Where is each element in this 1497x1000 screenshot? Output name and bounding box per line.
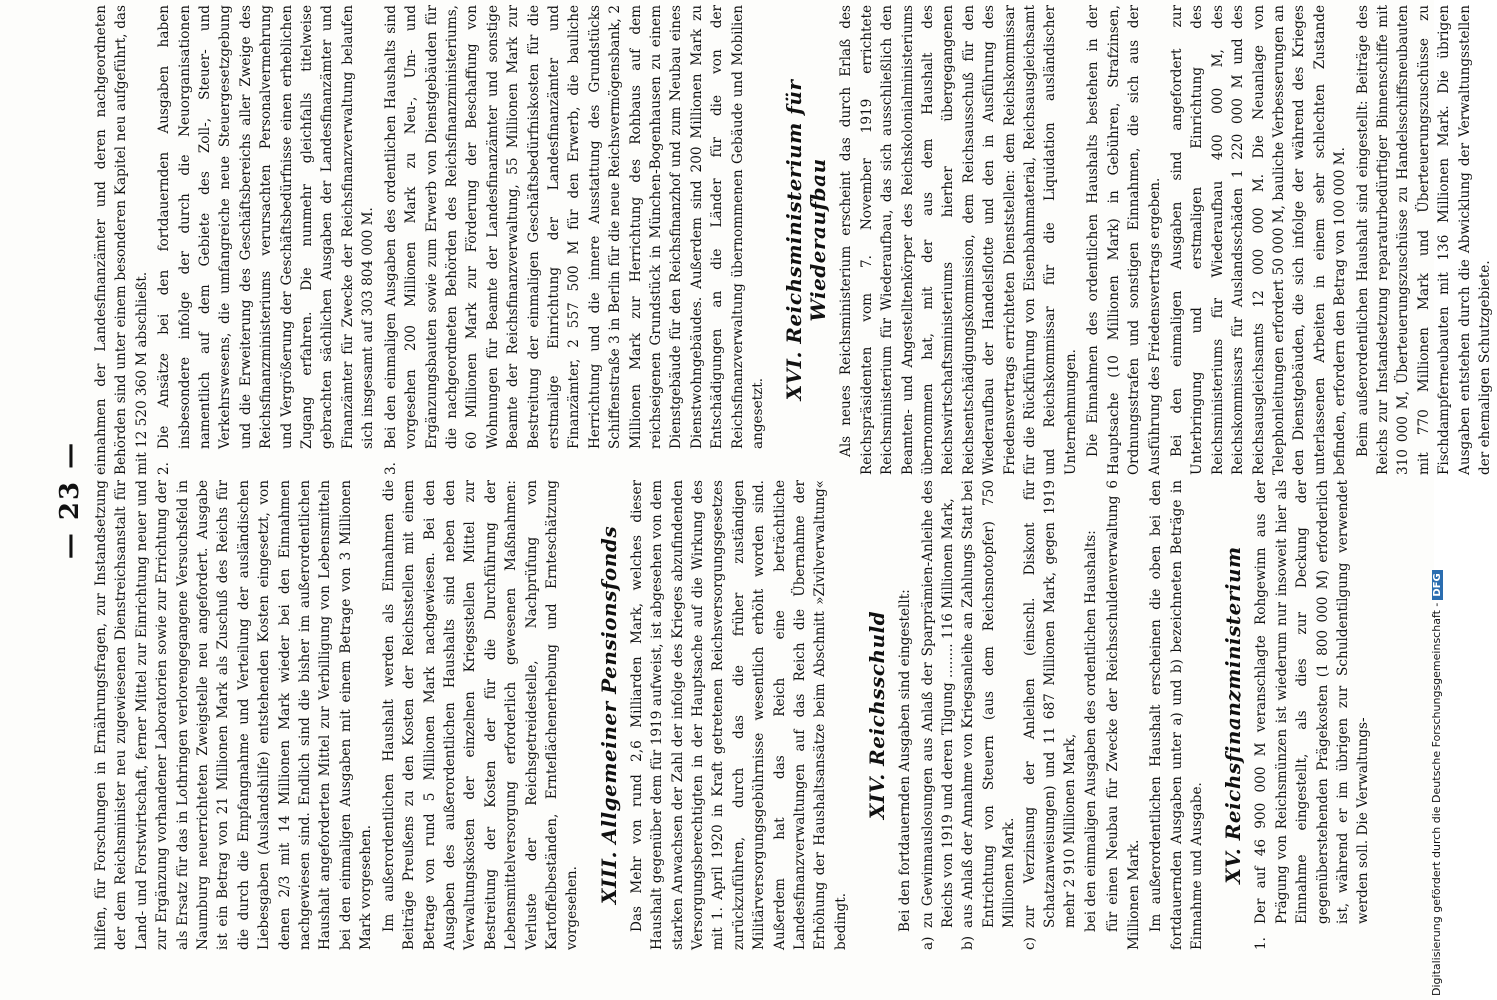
paragraph: Die Einnahmen des ordentlichen Haushalts bestehen in der Hauptsache (10 Millionen Mark) in Gebühren, Strafzinsen, Ordnungsstrafen und sonstigen Einnahmen, die sich aus der Ausführung des Friedensvertrags ergeben. — [1085, 5, 1163, 475]
digitization-credit — [1416, 6, 1443, 996]
list-item — [1020, 480, 1081, 950]
item-number: 3. — [382, 462, 399, 475]
item-number: 1. — [1253, 937, 1270, 950]
credit-text: Digitalisierung gefördert durch die Deutsche Forschungsgemeinschaft - — [1430, 602, 1443, 996]
list-item — [958, 480, 1019, 950]
list-text: aus Anlaß der Annahme von Kriegsanleihe an Zahlungs Statt bei Entrichtung von Steuern (aus dem Reichsnotopfer) 750 Millionen Mark. — [960, 480, 1018, 928]
section-heading-xv: XV. Reichsfinanzministerium — [1221, 546, 1246, 884]
list-marker: a) — [919, 936, 936, 950]
section-heading-xvi: XVI. Reichsministerium für Wiederaufbau — [782, 79, 831, 401]
list-text: zu Gewinnauslosungen aus Anlaß der Sparprämien-Anleihe des Reichs von 1919 und deren Tilgung ........ 116 Millionen Mark, — [919, 480, 957, 928]
paragraph: Beim außerordentlichen Haushalt sind eingestellt: Beiträge des Reichs zur Instandsetzung reparaturbedürftiger Binnenschiffe mit 310 000 M, Überteuerungszuschüsse zu Handelsschiffsneubauten mit 770 Millionen Mark und Überteuerungszuschüsse zu Fischdampferneubauten mit 136 Millionen Mark. Die übrigen Ausgaben entstehen durch die Abwicklung der Verwaltungsstellen der ehemaligen Schutzgebiete. — [1354, 5, 1493, 475]
paragraph: Im außerordentlichen Haushalt werden als Einnahmen die Beiträge Preußens zu den Kosten der Reichsstellen mit einem Betrage von rund 5 Millionen Mark nachgewiesen. Bei den Ausgaben des außerordentlichen Haushalts sind neben den Verwaltungskosten der einzelnen Kriegsstellen Mittel zur Bestreitung der Kosten der für die Durchführung der Lebensmittelversorgung erforderlich gewesenen Maßnahmen: Verluste der Reichsgetreidestelle, Nachprüfung von Kartoffelbeständen, Ernteflächenerhebung und Ernteschätzung vorgesehen. — [380, 480, 581, 950]
item-text: Bei den einmaligen Ausgaben des ordentlichen Haushalts sind vorgesehen 200 Millionen Mark zu Neu-, Um- und Ergänzungsbauten sowie zum Erwerb von Dienstgebäuden für die nachgeordneten Behörden des Reichsfinanzministeriums, 60 Millionen Mark zur Förderung der Beschaffung von Wohnungen für Beamte der Landesfinanzämter und sonstige Beamte der Reichsfinanzverwaltung, 55 Millionen Mark zur Bestreitung der einmaligen Geschäftsbedürfniskosten für die erstmalige Einrichtung der Landesfinanzämter und Finanzämter, 2 557 500 M für den Erwerb, die bauliche Herrichtung und die innere Ausstattung des Grundstücks Schiffenstraße 3 in Berlin für die neue Reichsvermögensbank, 2 Millionen Mark zur Herrichtung des Rohbaus auf dem reichseigenen Grundstück in München-Bogenhausen zu einem Dienstgebäude für den Reichsfinanzhof und zum Neubau eines Dienstwohngebäudes. Außerdem sind 200 Millionen Mark zu Entschädigungen an die Länder für die von der Reichsfinanzverwaltung übernommenen Gebäude und Mobilien angesetzt. — [382, 5, 766, 449]
paragraph: Das Mehr von rund 2,6 Milliarden Mark, welches dieser Haushalt gegenüber dem für 1919 aufweist, ist abgesehen von dem starken Anwachsen der Zahl der infolge des Krieges abzufindenden Versorgungsberechtigten in der Hauptsache auf die Wirkung des mit 1. April 1920 in Kraft getretenen Reichsversorgungsgesetzes zurückzuführen, durch das die früher zuständigen Militärversorgungsgebührnisse wesentlich erhöht worden sind. Außerdem hat das Reich eine beträchtliche Landesfinanzverwaltungen auf das Reich die Übernahme der Erhöhung der Haushaltsansätze beim Abschnitt »Zivilverwaltung« bedingt. — [628, 480, 849, 950]
list-text: zur Verzinsung der Anleihen (einschl. Diskont für Schatzanweisungen) und 11 687 Millionen Mark, gegen 1919 mehr 2 910 Millionen Mark, — [1021, 480, 1079, 928]
paragraph: für einen Neubau für Zwecke der Reichsschuldenverwaltung 6 Millionen Mark. — [1105, 480, 1142, 950]
paragraph: bei den einmaligen Ausgaben des ordentlichen Haushalts: — [1082, 530, 1099, 932]
numbered-item — [381, 5, 769, 475]
dfg-logo: DFG — [1432, 570, 1443, 599]
list-marker: b) — [960, 935, 977, 950]
paragraph: Im außerordentlichen Haushalt erscheinen die oben bei den fortdauernden Ausgaben unter a) und b) bezeichneten Beträge in Einnahme und Ausgabe. — [1148, 480, 1205, 950]
paragraph: Bei den fortdauernden Ausgaben sind eingestellt: — [897, 589, 914, 932]
section-heading-xiii: XIII. Allgemeiner Pensionsfonds — [596, 525, 621, 905]
paragraph: Bei den einmaligen Ausgaben sind angefordert zur Unterbringung und erstmaligen Einrichtung des Reichsministeriums für Wiederaufbau 400 000 M, des Reichskommissars für Auslandsschäden 1 220 000 M und des Reichsausgleichsamts 12 000 000 M. Die Neuanlage von Telephonleitungen erfordert 50 000 M, bauliche Verbesserungen an den Dienstgebäuden, die sich infolge der während des Krieges unterlassenen Arbeiten in einem sehr schlechten Zustande befinden, erfordern den Betrag von 100 000 M. — [1168, 5, 1349, 475]
item-number: 2. — [156, 462, 173, 475]
paragraph: einnahmen der Landesfinanzämter und deren nachgeordneten Behörden sind unter einem besonderen Kapitel neu aufgeführt, das mit 12 520 360 M abschließt. — [93, 5, 150, 475]
item-text: Die Ansätze bei den fortdauernden Ausgaben haben insbesondere infolge der durch die Neuorganisationen namentlich auf dem Gebiete des Zoll-, Steuer- und Verkehrswesens, die umfangreiche neue Steuergesetzgebung und die Erweiterung des Geschäftsbereichs aller Zweige des Reichsfinanzministeriums verursachten Personalvermehrung und Vergrößerung der Geschäftsbedürfnisse einen erheblichen Zugang erfahren. Die nunmehr gleichfalls titelweise gebrachten sächlichen Ausgaben der Landesfinanzämter und Finanzämter für Zwecke der Reichsfinanzverwaltung belaufen sich insgesamt auf 303 804 000 M. — [156, 5, 377, 449]
numbered-item — [1251, 480, 1373, 950]
numbered-item — [154, 5, 378, 475]
item-text: Der auf 46 900 000 M veranschlagte Rohgewinn aus der Prägung von Reichsmünzen ist wiederum nur insoweit hier als Einnahme eingestellt, als dies zur Deckung der gegenüberstehenden Prägekosten (1 800 000 M) erforderlich ist, während er im übrigen zur Schuldentilgung verwendet werden soll. Die Verwaltungs- — [1253, 480, 1372, 924]
right-column — [91, 5, 1497, 475]
list-item — [918, 480, 959, 950]
left-column — [91, 480, 1376, 950]
page-number: — 23 — — [55, 440, 85, 560]
paragraph: Als neues Reichsministerium erscheint das durch Erlaß des Reichspräsidenten vom 7. November 1919 errichtete Reichsministerium für Wiederaufbau, das sich ausschließlich den Beamten- und Angestelltenkörper des Reichskolonialministeriums übernommen hat, mit der aus dem Haushalt des Reichswirtschaftsministeriums hierher übergegangenen Reichsentschädigungskommission, dem Reichsausschuß für den Wiederaufbau der Handelsflotte und den in Ausführung des Friedensvertrags errichteten Dienststellen: dem Reichskommissar für die Rückführung von Eisenbahnmaterial, Reichsausgleichsamt und Reichskommissar für die Liquidation ausländischer Unternehmungen. — [838, 5, 1079, 475]
section-heading-xiv: XIV. Reichsschuld — [865, 610, 890, 820]
list-marker: c) — [1021, 937, 1038, 950]
paragraph: hilfen, für Forschungen in Ernährungsfragen, zur Instandsetzung der dem Reichsminister neu zugewiesenen Dienstreichsanstalt für Land- und Forstwirtschaft, ferner Mittel zur Einrichtung neuer und zur Ergänzung vorhandener Laboratorien sowie zur Errichtung der als Ersatz für das in Lothringen verlorengegangene Versuchsfeld in Naumburg neuerrichteten Zweigstelle neu angefordert. Ausgabe ist ein Betrag von 21 Millionen Mark als Zuschuß des Reichs für die durch die Empfangnahme und Verteilung der ausländischen Liebesgaben (Auslandshilfe) entstehenden Kosten eingesetzt, von denen 2/3 mit 14 Millionen Mark wieder bei den Einnahmen nachgewiesen sind. Endlich sind die bisher im außerordentlichen Haushalt angeforderten Mittel zur Verbilligung von Lebensmitteln bei den einmaligen Ausgaben mit einem Betrage von 3 Millionen Mark vorgesehen. — [93, 480, 375, 950]
